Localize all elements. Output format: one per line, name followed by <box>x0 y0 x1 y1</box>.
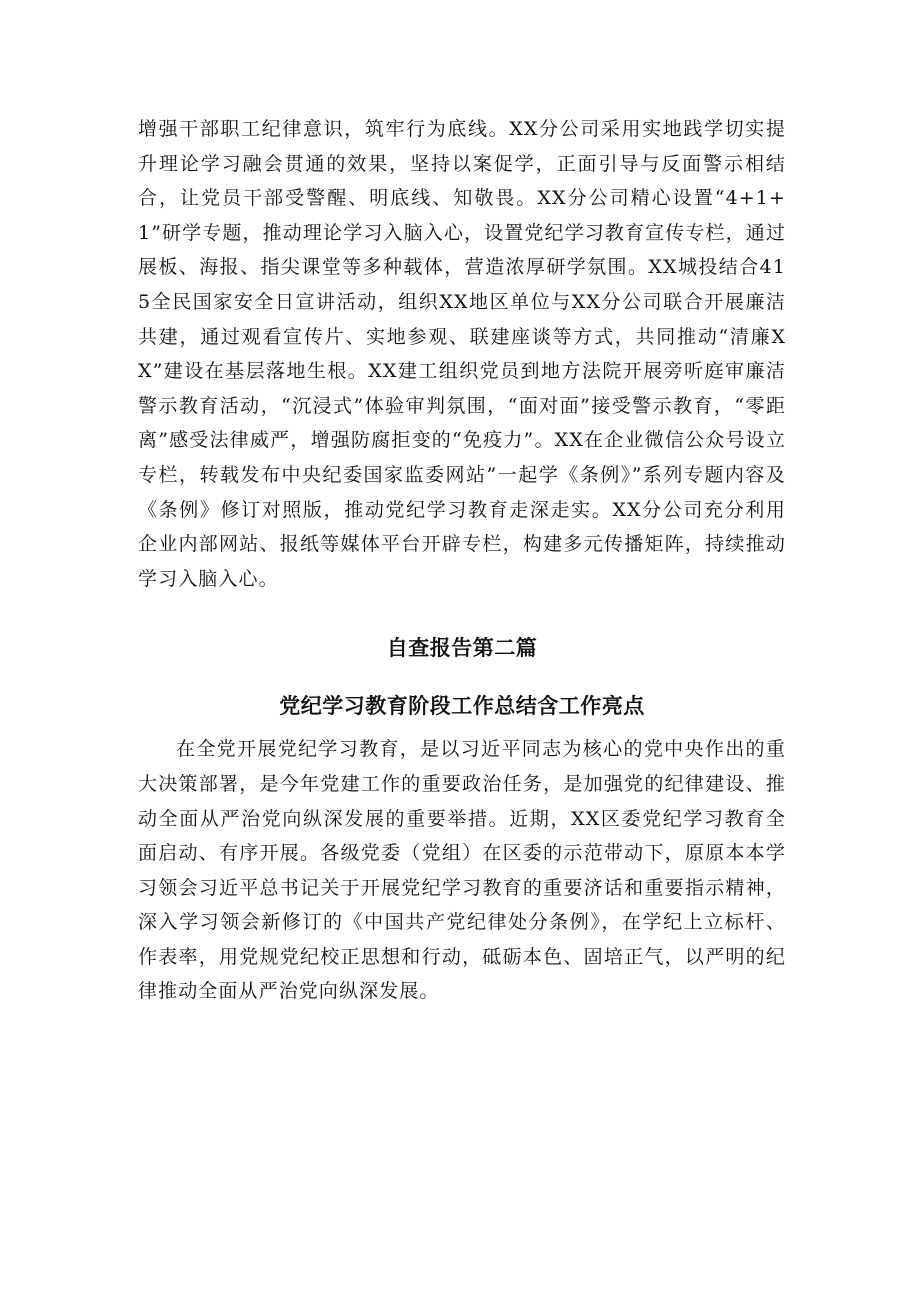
document-page <box>138 112 786 1009</box>
body-paragraph-2: 在全党开展党纪学习教育，是以习近平同志为核心的党中央作出的重大决策部署，是今年党建工作的重要政治任务，是加强党的纪律建设、推动全面从严治党向纵深发展的重要举措。近期，XX区委党纪学习教育全面启动、有序开展。各级党委（党组）在区委的示范带动下，原原本本学习领会习近平总书记关于开展党纪学习教育的重要济话和重要指示精神，深入学习领会新修订的《中国共产党纪律处分条例》，在学纪上立标杆、作表率，用党规党纪校正思想和行动，砥砺本色、固培正气，以严明的纪律推动全面从严治党向纵深发展。 <box>138 738 786 1003</box>
section-subheading: 党纪学习教育阶段工作总结含工作亮点 <box>279 694 645 719</box>
section-heading: 自查报告第二篇 <box>386 636 538 661</box>
body-paragraph-1: 增强干部职工纪律意识，筑牢行为底线。XX分公司采用实地践学切实提升理论学习融会贯通的效果，坚持以案促学，正面引导与反面警示相结合，让党员干部受警醒、明底线、知敬畏。XX分公司精心设置“4+1+1”研学专题，推动理论学习入脑入心，设置党纪学习教育宣传专栏，通过展板、海报、指尖课堂等多种载体，营造浓厚研学氛围。XX城投结合415全民国家安全日宣讲活动，组织XX地区单位与XX分公司联合开展廉洁共建，通过观看宣传片、实地参观、联建座谈等方式，共同推动“清廉XX”建设在基层落地生根。XX建工组织党员到地方法院开展旁听庭审廉洁警示教育活动，“沉浸式”体验审判氛围，“面对面”接受警示教育，“零距离”感受法律威严，增强防腐拒变的“免疫力”。XX在企业微信公众号设立专栏，转载发布中央纪委国家监委网站”一起学《条例》”系列专题内容及《条例》修订对照版，推动党纪学习教育走深走实。XX分公司充分利用企业内部网站、报纸等媒体平台开辟专栏，构建多元传播矩阵，持续推动学习入脑入心。 <box>138 118 786 590</box>
